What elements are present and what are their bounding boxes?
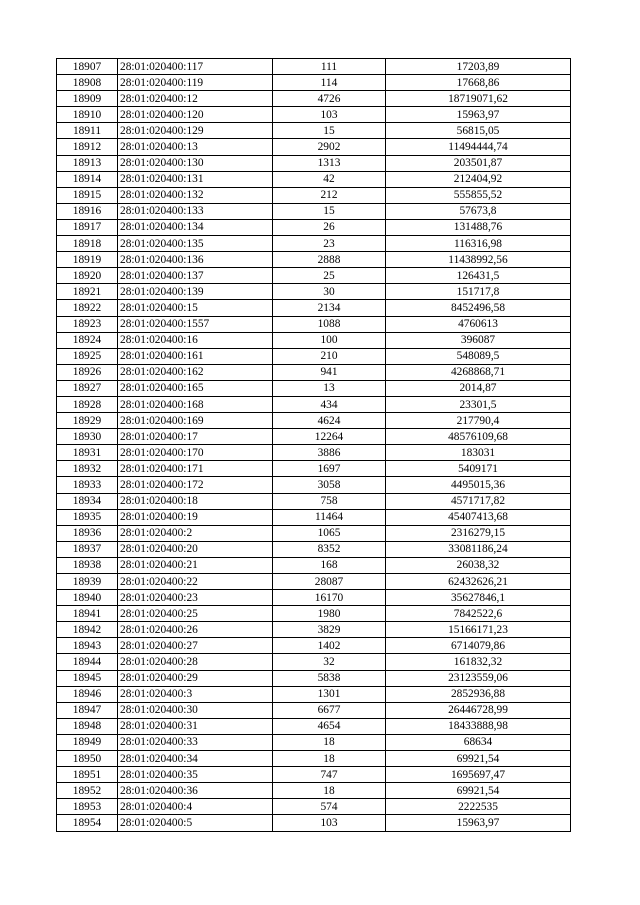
- cadastral-value-cell: 48576109,68: [386, 429, 571, 445]
- table-row: [57, 155, 571, 171]
- row-number-cell: 18952: [57, 783, 118, 799]
- cadastral-number-cell: 28:01:020400:22: [118, 574, 273, 590]
- cadastral-value-cell: 26446728,99: [386, 702, 571, 718]
- area-cell: 1402: [273, 638, 386, 654]
- area-cell: 18: [273, 783, 386, 799]
- table-row: [57, 734, 571, 750]
- row-number-cell: 18938: [57, 557, 118, 573]
- area-cell: 26: [273, 219, 386, 235]
- row-number-cell: 18908: [57, 75, 118, 91]
- table-row: [57, 445, 571, 461]
- area-cell: 4654: [273, 718, 386, 734]
- cadastral-value-cell: 15963,97: [386, 815, 571, 831]
- table-row: [57, 284, 571, 300]
- area-cell: 3829: [273, 622, 386, 638]
- cadastral-number-cell: 28:01:020400:30: [118, 702, 273, 718]
- area-cell: 1088: [273, 316, 386, 332]
- row-number-cell: 18923: [57, 316, 118, 332]
- cadastral-number-cell: 28:01:020400:29: [118, 670, 273, 686]
- row-number-cell: 18945: [57, 670, 118, 686]
- table-row: [57, 493, 571, 509]
- row-number-cell: 18944: [57, 654, 118, 670]
- row-number-cell: 18915: [57, 187, 118, 203]
- table-row: [57, 654, 571, 670]
- cadastral-number-cell: 28:01:020400:35: [118, 767, 273, 783]
- table-row: [57, 139, 571, 155]
- area-cell: 2134: [273, 300, 386, 316]
- area-cell: 1301: [273, 686, 386, 702]
- area-cell: 168: [273, 557, 386, 573]
- cadastral-number-cell: 28:01:020400:20: [118, 541, 273, 557]
- area-cell: 747: [273, 767, 386, 783]
- cadastral-number-cell: 28:01:020400:28: [118, 654, 273, 670]
- table-row: [57, 123, 571, 139]
- row-number-cell: 18927: [57, 380, 118, 396]
- row-number-cell: 18950: [57, 751, 118, 767]
- cadastral-number-cell: 28:01:020400:1557: [118, 316, 273, 332]
- cadastral-value-cell: 18433888,98: [386, 718, 571, 734]
- table-row: [57, 799, 571, 815]
- cadastral-number-cell: 28:01:020400:171: [118, 461, 273, 477]
- cadastral-number-cell: 28:01:020400:120: [118, 107, 273, 123]
- table-row: [57, 268, 571, 284]
- table-row: [57, 622, 571, 638]
- cadastral-number-cell: 28:01:020400:130: [118, 155, 273, 171]
- cadastral-value-cell: 183031: [386, 445, 571, 461]
- table-row: [57, 59, 571, 75]
- area-cell: 758: [273, 493, 386, 509]
- cadastral-value-cell: 212404,92: [386, 171, 571, 187]
- row-number-cell: 18947: [57, 702, 118, 718]
- row-number-cell: 18911: [57, 123, 118, 139]
- table-row: [57, 686, 571, 702]
- row-number-cell: 18949: [57, 734, 118, 750]
- row-number-cell: 18913: [57, 155, 118, 171]
- row-number-cell: 18951: [57, 767, 118, 783]
- table-row: [57, 316, 571, 332]
- cadastral-value-cell: 35627846,1: [386, 590, 571, 606]
- area-cell: 13: [273, 380, 386, 396]
- area-cell: 16170: [273, 590, 386, 606]
- row-number-cell: 18943: [57, 638, 118, 654]
- cadastral-number-cell: 28:01:020400:21: [118, 557, 273, 573]
- cadastral-number-cell: 28:01:020400:23: [118, 590, 273, 606]
- area-cell: 1313: [273, 155, 386, 171]
- cadastral-value-cell: 57673,8: [386, 203, 571, 219]
- row-number-cell: 18929: [57, 413, 118, 429]
- cadastral-number-cell: 28:01:020400:16: [118, 332, 273, 348]
- cadastral-number-cell: 28:01:020400:119: [118, 75, 273, 91]
- cadastral-value-cell: 11438992,56: [386, 252, 571, 268]
- row-number-cell: 18937: [57, 541, 118, 557]
- row-number-cell: 18922: [57, 300, 118, 316]
- cadastral-value-cell: 23301,5: [386, 396, 571, 412]
- cadastral-value-cell: 7842522,6: [386, 606, 571, 622]
- cadastral-value-cell: 15963,97: [386, 107, 571, 123]
- cadastral-value-table: [56, 58, 571, 832]
- row-number-cell: 18935: [57, 509, 118, 525]
- cadastral-value-cell: 548089,5: [386, 348, 571, 364]
- area-cell: 4624: [273, 413, 386, 429]
- cadastral-value-cell: 555855,52: [386, 187, 571, 203]
- row-number-cell: 18920: [57, 268, 118, 284]
- row-number-cell: 18924: [57, 332, 118, 348]
- cadastral-number-cell: 28:01:020400:33: [118, 734, 273, 750]
- cadastral-number-cell: 28:01:020400:18: [118, 493, 273, 509]
- table-row: [57, 75, 571, 91]
- cadastral-value-cell: 45407413,68: [386, 509, 571, 525]
- area-cell: 23: [273, 236, 386, 252]
- row-number-cell: 18936: [57, 525, 118, 541]
- table-row: [57, 91, 571, 107]
- table-row: [57, 107, 571, 123]
- table-row: [57, 638, 571, 654]
- cadastral-number-cell: 28:01:020400:134: [118, 219, 273, 235]
- table-row: [57, 751, 571, 767]
- row-number-cell: 18934: [57, 493, 118, 509]
- cadastral-value-cell: 17203,89: [386, 59, 571, 75]
- row-number-cell: 18917: [57, 219, 118, 235]
- cadastral-number-cell: 28:01:020400:129: [118, 123, 273, 139]
- row-number-cell: 18932: [57, 461, 118, 477]
- cadastral-value-cell: 161832,32: [386, 654, 571, 670]
- cadastral-number-cell: 28:01:020400:139: [118, 284, 273, 300]
- cadastral-number-cell: 28:01:020400:132: [118, 187, 273, 203]
- cadastral-number-cell: 28:01:020400:136: [118, 252, 273, 268]
- cadastral-number-cell: 28:01:020400:31: [118, 718, 273, 734]
- cadastral-value-cell: 69921,54: [386, 783, 571, 799]
- cadastral-value-cell: 2852936,88: [386, 686, 571, 702]
- area-cell: 2888: [273, 252, 386, 268]
- row-number-cell: 18942: [57, 622, 118, 638]
- table-row: [57, 574, 571, 590]
- cadastral-value-cell: 4571717,82: [386, 493, 571, 509]
- table-row: [57, 236, 571, 252]
- cadastral-value-cell: 131488,76: [386, 219, 571, 235]
- cadastral-value-cell: 62432626,21: [386, 574, 571, 590]
- cadastral-value-cell: 23123559,06: [386, 670, 571, 686]
- cadastral-number-cell: 28:01:020400:161: [118, 348, 273, 364]
- row-number-cell: 18919: [57, 252, 118, 268]
- cadastral-number-cell: 28:01:020400:162: [118, 364, 273, 380]
- table-row: [57, 461, 571, 477]
- row-number-cell: 18910: [57, 107, 118, 123]
- cadastral-value-cell: 33081186,24: [386, 541, 571, 557]
- area-cell: 25: [273, 268, 386, 284]
- table-body: [57, 59, 571, 832]
- area-cell: 42: [273, 171, 386, 187]
- row-number-cell: 18907: [57, 59, 118, 75]
- cadastral-value-cell: 1695697,47: [386, 767, 571, 783]
- area-cell: 941: [273, 364, 386, 380]
- cadastral-value-cell: 151717,8: [386, 284, 571, 300]
- area-cell: 18: [273, 751, 386, 767]
- cadastral-value-cell: 69921,54: [386, 751, 571, 767]
- row-number-cell: 18933: [57, 477, 118, 493]
- table-row: [57, 413, 571, 429]
- cadastral-value-cell: 4495015,36: [386, 477, 571, 493]
- table-row: [57, 364, 571, 380]
- area-cell: 111: [273, 59, 386, 75]
- cadastral-number-cell: 28:01:020400:131: [118, 171, 273, 187]
- table-row: [57, 171, 571, 187]
- cadastral-value-cell: 217790,4: [386, 413, 571, 429]
- cadastral-value-cell: 8452496,58: [386, 300, 571, 316]
- cadastral-value-cell: 2014,87: [386, 380, 571, 396]
- table-row: [57, 300, 571, 316]
- area-cell: 3886: [273, 445, 386, 461]
- document-page: [56, 58, 570, 832]
- cadastral-number-cell: 28:01:020400:168: [118, 396, 273, 412]
- table-row: [57, 396, 571, 412]
- area-cell: 30: [273, 284, 386, 300]
- cadastral-value-cell: 68634: [386, 734, 571, 750]
- cadastral-value-cell: 15166171,23: [386, 622, 571, 638]
- table-row: [57, 219, 571, 235]
- cadastral-number-cell: 28:01:020400:137: [118, 268, 273, 284]
- area-cell: 114: [273, 75, 386, 91]
- table-row: [57, 252, 571, 268]
- area-cell: 103: [273, 815, 386, 831]
- table-row: [57, 509, 571, 525]
- row-number-cell: 18928: [57, 396, 118, 412]
- table-row: [57, 477, 571, 493]
- row-number-cell: 18918: [57, 236, 118, 252]
- area-cell: 8352: [273, 541, 386, 557]
- cadastral-number-cell: 28:01:020400:19: [118, 509, 273, 525]
- cadastral-number-cell: 28:01:020400:133: [118, 203, 273, 219]
- table-row: [57, 767, 571, 783]
- table-row: [57, 783, 571, 799]
- cadastral-number-cell: 28:01:020400:3: [118, 686, 273, 702]
- area-cell: 4726: [273, 91, 386, 107]
- area-cell: 15: [273, 203, 386, 219]
- row-number-cell: 18912: [57, 139, 118, 155]
- row-number-cell: 18948: [57, 718, 118, 734]
- cadastral-number-cell: 28:01:020400:26: [118, 622, 273, 638]
- cadastral-value-cell: 396087: [386, 332, 571, 348]
- area-cell: 6677: [273, 702, 386, 718]
- cadastral-value-cell: 5409171: [386, 461, 571, 477]
- cadastral-number-cell: 28:01:020400:34: [118, 751, 273, 767]
- table-row: [57, 525, 571, 541]
- table-row: [57, 203, 571, 219]
- table-row: [57, 348, 571, 364]
- table-row: [57, 718, 571, 734]
- area-cell: 103: [273, 107, 386, 123]
- table-row: [57, 606, 571, 622]
- row-number-cell: 18916: [57, 203, 118, 219]
- row-number-cell: 18954: [57, 815, 118, 831]
- area-cell: 32: [273, 654, 386, 670]
- cadastral-value-cell: 203501,87: [386, 155, 571, 171]
- row-number-cell: 18930: [57, 429, 118, 445]
- row-number-cell: 18921: [57, 284, 118, 300]
- table-row: [57, 380, 571, 396]
- table-row: [57, 815, 571, 831]
- cadastral-value-cell: 2222535: [386, 799, 571, 815]
- area-cell: 3058: [273, 477, 386, 493]
- cadastral-number-cell: 28:01:020400:172: [118, 477, 273, 493]
- row-number-cell: 18914: [57, 171, 118, 187]
- area-cell: 1980: [273, 606, 386, 622]
- cadastral-number-cell: 28:01:020400:117: [118, 59, 273, 75]
- area-cell: 18: [273, 734, 386, 750]
- cadastral-number-cell: 28:01:020400:25: [118, 606, 273, 622]
- row-number-cell: 18941: [57, 606, 118, 622]
- area-cell: 210: [273, 348, 386, 364]
- row-number-cell: 18953: [57, 799, 118, 815]
- row-number-cell: 18909: [57, 91, 118, 107]
- cadastral-number-cell: 28:01:020400:36: [118, 783, 273, 799]
- table-row: [57, 670, 571, 686]
- cadastral-value-cell: 4268868,71: [386, 364, 571, 380]
- area-cell: 15: [273, 123, 386, 139]
- cadastral-value-cell: 6714079,86: [386, 638, 571, 654]
- cadastral-number-cell: 28:01:020400:165: [118, 380, 273, 396]
- cadastral-number-cell: 28:01:020400:13: [118, 139, 273, 155]
- table-row: [57, 557, 571, 573]
- table-row: [57, 590, 571, 606]
- cadastral-number-cell: 28:01:020400:169: [118, 413, 273, 429]
- cadastral-number-cell: 28:01:020400:4: [118, 799, 273, 815]
- cadastral-number-cell: 28:01:020400:12: [118, 91, 273, 107]
- row-number-cell: 18939: [57, 574, 118, 590]
- table-row: [57, 541, 571, 557]
- area-cell: 100: [273, 332, 386, 348]
- cadastral-value-cell: 116316,98: [386, 236, 571, 252]
- cadastral-number-cell: 28:01:020400:135: [118, 236, 273, 252]
- area-cell: 11464: [273, 509, 386, 525]
- area-cell: 434: [273, 396, 386, 412]
- cadastral-number-cell: 28:01:020400:15: [118, 300, 273, 316]
- cadastral-number-cell: 28:01:020400:27: [118, 638, 273, 654]
- area-cell: 5838: [273, 670, 386, 686]
- cadastral-value-cell: 11494444,74: [386, 139, 571, 155]
- table-row: [57, 187, 571, 203]
- area-cell: 1697: [273, 461, 386, 477]
- area-cell: 574: [273, 799, 386, 815]
- cadastral-number-cell: 28:01:020400:2: [118, 525, 273, 541]
- row-number-cell: 18925: [57, 348, 118, 364]
- area-cell: 1065: [273, 525, 386, 541]
- cadastral-value-cell: 18719071,62: [386, 91, 571, 107]
- area-cell: 12264: [273, 429, 386, 445]
- row-number-cell: 18946: [57, 686, 118, 702]
- cadastral-value-cell: 17668,86: [386, 75, 571, 91]
- area-cell: 2902: [273, 139, 386, 155]
- cadastral-value-cell: 4760613: [386, 316, 571, 332]
- table-row: [57, 429, 571, 445]
- area-cell: 212: [273, 187, 386, 203]
- row-number-cell: 18931: [57, 445, 118, 461]
- cadastral-value-cell: 56815,05: [386, 123, 571, 139]
- cadastral-value-cell: 126431,5: [386, 268, 571, 284]
- area-cell: 28087: [273, 574, 386, 590]
- cadastral-value-cell: 26038,32: [386, 557, 571, 573]
- row-number-cell: 18926: [57, 364, 118, 380]
- row-number-cell: 18940: [57, 590, 118, 606]
- table-row: [57, 332, 571, 348]
- cadastral-number-cell: 28:01:020400:170: [118, 445, 273, 461]
- cadastral-number-cell: 28:01:020400:17: [118, 429, 273, 445]
- cadastral-number-cell: 28:01:020400:5: [118, 815, 273, 831]
- table-row: [57, 702, 571, 718]
- cadastral-value-cell: 2316279,15: [386, 525, 571, 541]
